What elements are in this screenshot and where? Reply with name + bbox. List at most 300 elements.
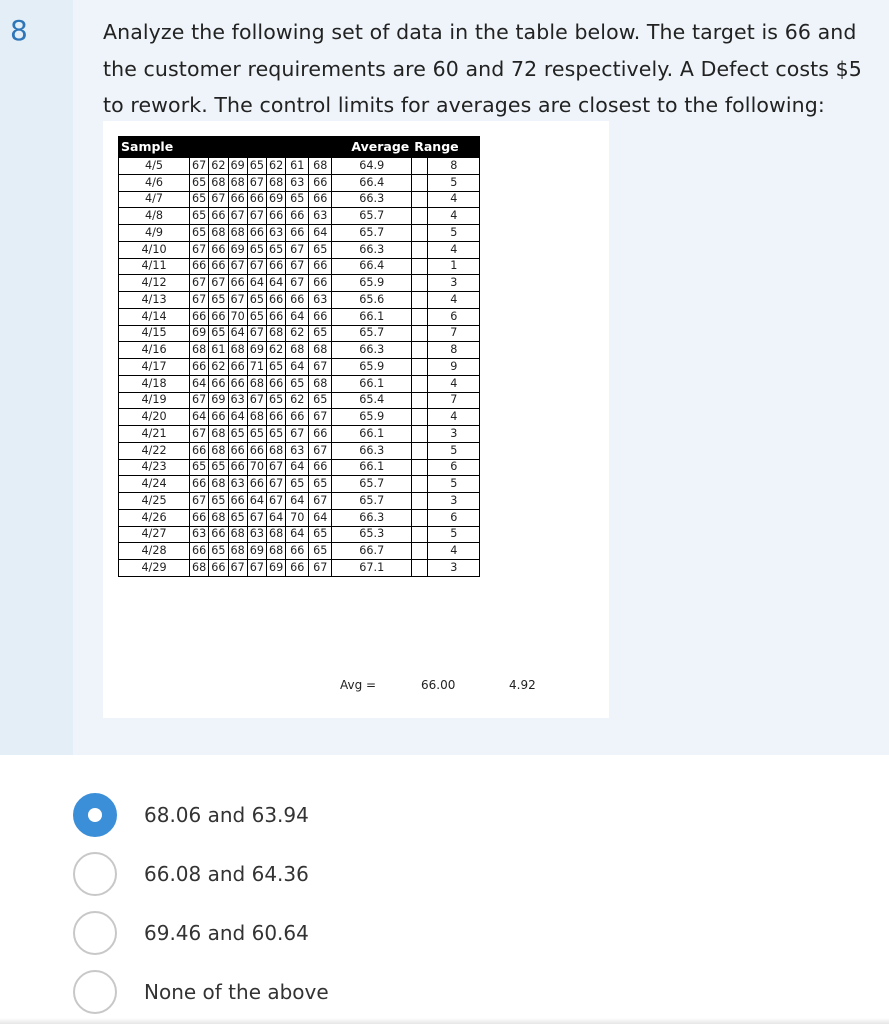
range-cell: 9 xyxy=(428,359,480,376)
value-cell: 68 xyxy=(190,560,209,577)
option-label: 66.08 and 64.36 xyxy=(144,862,309,886)
value-cell: 68 xyxy=(228,225,247,242)
value-cell: 65 xyxy=(286,375,309,392)
spacer-cell xyxy=(412,426,428,443)
value-cell: 69 xyxy=(228,158,247,175)
range-cell: 6 xyxy=(428,509,480,526)
sample-cell: 4/22 xyxy=(119,442,190,459)
average-cell: 66.4 xyxy=(332,174,412,191)
table-row xyxy=(119,342,480,359)
value-cell: 63 xyxy=(286,442,309,459)
radio-icon[interactable] xyxy=(73,852,117,896)
value-cell: 68 xyxy=(209,426,228,443)
spacer-cell xyxy=(412,560,428,577)
spacer-cell xyxy=(412,459,428,476)
value-cell: 65 xyxy=(247,158,266,175)
value-cell: 64 xyxy=(286,526,309,543)
sample-cell: 4/29 xyxy=(119,560,190,577)
value-cell: 67 xyxy=(247,392,266,409)
value-cell: 65 xyxy=(247,308,266,325)
value-cell: 69 xyxy=(190,325,209,342)
value-cell: 67 xyxy=(309,560,332,577)
sample-cell: 4/6 xyxy=(119,174,190,191)
table-row xyxy=(119,325,480,342)
value-cell: 61 xyxy=(286,158,309,175)
question-text: Analyze the following set of data in the table below. The target is 66 and the customer requirements are 60 and 72 respectively. A Defect costs $5 to rework. The control limits for averages are closest to the following: xyxy=(103,20,862,117)
value-cell: 65 xyxy=(286,191,309,208)
value-cell: 68 xyxy=(267,543,286,560)
value-cell: 67 xyxy=(286,426,309,443)
sample-cell: 4/20 xyxy=(119,409,190,426)
value-cell: 64 xyxy=(309,225,332,242)
average-cell: 64.9 xyxy=(332,158,412,175)
range-cell: 4 xyxy=(428,292,480,309)
value-cell: 66 xyxy=(247,476,266,493)
value-cell: 68 xyxy=(228,526,247,543)
value-cell: 64 xyxy=(190,375,209,392)
range-cell: 3 xyxy=(428,426,480,443)
value-cell: 67 xyxy=(247,174,266,191)
sample-cell: 4/17 xyxy=(119,359,190,376)
value-cell: 68 xyxy=(286,342,309,359)
value-cell: 68 xyxy=(209,476,228,493)
value-cell: 69 xyxy=(267,560,286,577)
value-cell: 68 xyxy=(309,158,332,175)
value-cell: 66 xyxy=(309,191,332,208)
range-cell: 4 xyxy=(428,409,480,426)
table-row xyxy=(119,442,480,459)
table-row xyxy=(119,526,480,543)
value-cell: 65 xyxy=(267,392,286,409)
value-cell: 67 xyxy=(190,275,209,292)
value-cell: 66 xyxy=(228,442,247,459)
average-cell: 65.7 xyxy=(332,476,412,493)
value-cell: 70 xyxy=(228,308,247,325)
value-cell: 67 xyxy=(190,493,209,510)
value-cell: 68 xyxy=(247,375,266,392)
data-table-image xyxy=(103,121,609,718)
value-cell: 71 xyxy=(247,359,266,376)
sample-cell: 4/10 xyxy=(119,241,190,258)
value-cell: 67 xyxy=(309,359,332,376)
avg-label: Avg = xyxy=(340,678,377,692)
value-cell: 66 xyxy=(209,208,228,225)
spacer-cell xyxy=(412,543,428,560)
value-cell: 67 xyxy=(190,392,209,409)
value-cell: 65 xyxy=(209,292,228,309)
value-cell: 63 xyxy=(267,225,286,242)
sample-cell: 4/24 xyxy=(119,476,190,493)
value-cell: 69 xyxy=(228,241,247,258)
spacer-cell xyxy=(412,375,428,392)
header-average: Average xyxy=(332,137,412,158)
table-row xyxy=(119,509,480,526)
value-cell: 65 xyxy=(209,543,228,560)
range-cell: 8 xyxy=(428,158,480,175)
spacer-cell xyxy=(412,241,428,258)
value-cell: 65 xyxy=(209,493,228,510)
value-cell: 65 xyxy=(209,325,228,342)
value-cell: 66 xyxy=(190,509,209,526)
average-cell: 66.3 xyxy=(332,509,412,526)
value-cell: 62 xyxy=(267,342,286,359)
value-cell: 66 xyxy=(309,275,332,292)
value-cell: 64 xyxy=(286,359,309,376)
value-cell: 68 xyxy=(228,342,247,359)
table-row xyxy=(119,493,480,510)
avg-range-value: 4.92 xyxy=(509,678,536,692)
range-cell: 4 xyxy=(428,375,480,392)
sample-cell: 4/12 xyxy=(119,275,190,292)
value-cell: 62 xyxy=(286,325,309,342)
average-cell: 66.1 xyxy=(332,375,412,392)
range-cell: 4 xyxy=(428,191,480,208)
value-cell: 69 xyxy=(209,392,228,409)
value-cell: 64 xyxy=(286,459,309,476)
option-2[interactable] xyxy=(73,849,773,899)
average-cell: 65.3 xyxy=(332,526,412,543)
table-row xyxy=(119,258,480,275)
value-cell: 66 xyxy=(309,174,332,191)
average-cell: 65.7 xyxy=(332,325,412,342)
value-cell: 67 xyxy=(309,493,332,510)
table-row xyxy=(119,459,480,476)
value-cell: 66 xyxy=(190,308,209,325)
value-cell: 67 xyxy=(267,476,286,493)
value-cell: 69 xyxy=(267,191,286,208)
value-cell: 65 xyxy=(228,426,247,443)
spacer-cell xyxy=(412,325,428,342)
value-cell: 65 xyxy=(309,526,332,543)
table-body xyxy=(119,158,480,577)
spacer-cell xyxy=(412,442,428,459)
value-cell: 65 xyxy=(190,208,209,225)
range-cell: 5 xyxy=(428,442,480,459)
range-cell: 3 xyxy=(428,275,480,292)
value-cell: 63 xyxy=(228,392,247,409)
value-cell: 66 xyxy=(190,442,209,459)
value-cell: 64 xyxy=(309,509,332,526)
value-cell: 66 xyxy=(209,258,228,275)
range-cell: 3 xyxy=(428,560,480,577)
value-cell: 65 xyxy=(190,174,209,191)
value-cell: 65 xyxy=(247,241,266,258)
value-cell: 65 xyxy=(190,459,209,476)
value-cell: 68 xyxy=(309,375,332,392)
option-label: None of the above xyxy=(144,980,329,1004)
value-cell: 68 xyxy=(209,225,228,242)
sample-cell: 4/16 xyxy=(119,342,190,359)
value-cell: 65 xyxy=(309,241,332,258)
sample-cell: 4/5 xyxy=(119,158,190,175)
radio-icon[interactable] xyxy=(73,911,117,955)
spacer-cell xyxy=(412,292,428,309)
spacer-cell xyxy=(412,476,428,493)
value-cell: 67 xyxy=(228,560,247,577)
average-cell: 65.7 xyxy=(332,208,412,225)
table-row xyxy=(119,208,480,225)
spacer-cell xyxy=(412,342,428,359)
table-row xyxy=(119,241,480,258)
table-row xyxy=(119,275,480,292)
sample-cell: 4/9 xyxy=(119,225,190,242)
value-cell: 66 xyxy=(209,308,228,325)
value-cell: 66 xyxy=(309,459,332,476)
spacer-cell xyxy=(412,258,428,275)
value-cell: 65 xyxy=(209,459,228,476)
sample-cell: 4/15 xyxy=(119,325,190,342)
value-cell: 67 xyxy=(228,292,247,309)
value-cell: 67 xyxy=(190,158,209,175)
average-cell: 66.1 xyxy=(332,459,412,476)
value-cell: 66 xyxy=(228,191,247,208)
average-cell: 66.1 xyxy=(332,308,412,325)
value-cell: 65 xyxy=(309,543,332,560)
spacer-cell xyxy=(412,174,428,191)
value-cell: 63 xyxy=(309,208,332,225)
value-cell: 66 xyxy=(247,225,266,242)
value-cell: 67 xyxy=(247,325,266,342)
value-cell: 67 xyxy=(247,258,266,275)
value-cell: 67 xyxy=(190,292,209,309)
table-row xyxy=(119,225,480,242)
spacer-cell xyxy=(412,308,428,325)
value-cell: 67 xyxy=(228,258,247,275)
value-cell: 66 xyxy=(267,308,286,325)
value-cell: 67 xyxy=(309,409,332,426)
header-sample: Sample xyxy=(119,137,332,158)
value-cell: 66 xyxy=(267,409,286,426)
value-cell: 63 xyxy=(190,526,209,543)
value-cell: 68 xyxy=(267,174,286,191)
table-row xyxy=(119,543,480,560)
sample-cell: 4/18 xyxy=(119,375,190,392)
table-row xyxy=(119,375,480,392)
value-cell: 61 xyxy=(209,342,228,359)
value-cell: 62 xyxy=(286,392,309,409)
option-4[interactable] xyxy=(73,967,773,1017)
range-cell: 4 xyxy=(428,543,480,560)
range-cell: 3 xyxy=(428,493,480,510)
value-cell: 66 xyxy=(247,191,266,208)
range-cell: 4 xyxy=(428,241,480,258)
value-cell: 69 xyxy=(247,543,266,560)
value-cell: 65 xyxy=(247,292,266,309)
value-cell: 65 xyxy=(228,509,247,526)
range-cell: 6 xyxy=(428,459,480,476)
average-cell: 65.6 xyxy=(332,292,412,309)
spacer-cell xyxy=(412,493,428,510)
value-cell: 66 xyxy=(309,308,332,325)
sample-cell: 4/27 xyxy=(119,526,190,543)
value-cell: 66 xyxy=(228,359,247,376)
value-cell: 68 xyxy=(228,174,247,191)
average-cell: 65.7 xyxy=(332,225,412,242)
sample-cell: 4/21 xyxy=(119,426,190,443)
sample-cell: 4/26 xyxy=(119,509,190,526)
value-cell: 66 xyxy=(309,426,332,443)
value-cell: 68 xyxy=(209,174,228,191)
option-1[interactable] xyxy=(73,790,773,840)
value-cell: 64 xyxy=(286,308,309,325)
value-cell: 67 xyxy=(247,509,266,526)
average-cell: 67.1 xyxy=(332,560,412,577)
spacer-cell xyxy=(412,275,428,292)
value-cell: 64 xyxy=(247,275,266,292)
value-cell: 66 xyxy=(190,543,209,560)
value-cell: 66 xyxy=(190,476,209,493)
value-cell: 67 xyxy=(228,208,247,225)
average-cell: 66.3 xyxy=(332,191,412,208)
value-cell: 66 xyxy=(228,459,247,476)
value-cell: 66 xyxy=(286,292,309,309)
value-cell: 65 xyxy=(309,392,332,409)
value-cell: 66 xyxy=(247,442,266,459)
value-cell: 68 xyxy=(309,342,332,359)
question-number-column xyxy=(0,0,73,755)
spacer-cell xyxy=(412,191,428,208)
table-row xyxy=(119,409,480,426)
table-row xyxy=(119,308,480,325)
value-cell: 66 xyxy=(286,560,309,577)
average-cell: 65.9 xyxy=(332,409,412,426)
option-label: 69.46 and 60.64 xyxy=(144,921,309,945)
option-3[interactable] xyxy=(73,908,773,958)
sample-cell: 4/25 xyxy=(119,493,190,510)
value-cell: 66 xyxy=(209,409,228,426)
value-cell: 62 xyxy=(209,158,228,175)
range-cell: 5 xyxy=(428,174,480,191)
value-cell: 63 xyxy=(309,292,332,309)
value-cell: 67 xyxy=(190,241,209,258)
value-cell: 68 xyxy=(209,509,228,526)
value-cell: 66 xyxy=(267,375,286,392)
range-cell: 1 xyxy=(428,258,480,275)
average-cell: 65.9 xyxy=(332,275,412,292)
spacer-cell xyxy=(412,359,428,376)
value-cell: 67 xyxy=(267,459,286,476)
value-cell: 66 xyxy=(228,275,247,292)
range-cell: 6 xyxy=(428,308,480,325)
sample-cell: 4/13 xyxy=(119,292,190,309)
value-cell: 65 xyxy=(286,476,309,493)
value-cell: 64 xyxy=(267,275,286,292)
value-cell: 66 xyxy=(286,409,309,426)
value-cell: 67 xyxy=(209,275,228,292)
table-row xyxy=(119,426,480,443)
spacer-cell xyxy=(412,409,428,426)
spacer-cell xyxy=(412,392,428,409)
value-cell: 64 xyxy=(267,509,286,526)
value-cell: 66 xyxy=(190,359,209,376)
value-cell: 64 xyxy=(247,493,266,510)
value-cell: 68 xyxy=(267,442,286,459)
value-cell: 65 xyxy=(190,191,209,208)
radio-icon[interactable] xyxy=(73,970,117,1014)
average-cell: 65.4 xyxy=(332,392,412,409)
sample-cell: 4/19 xyxy=(119,392,190,409)
table-row xyxy=(119,392,480,409)
spacer-cell xyxy=(412,526,428,543)
table-row xyxy=(119,292,480,309)
spacer-cell xyxy=(412,208,428,225)
spacer-cell xyxy=(412,158,428,175)
radio-dot-icon xyxy=(88,808,102,822)
table-row xyxy=(119,158,480,175)
table-header-row xyxy=(119,137,480,158)
table-row xyxy=(119,560,480,577)
value-cell: 63 xyxy=(247,526,266,543)
value-cell: 64 xyxy=(286,493,309,510)
question-number: 8 xyxy=(10,14,28,47)
value-cell: 66 xyxy=(209,375,228,392)
range-cell: 5 xyxy=(428,225,480,242)
value-cell: 66 xyxy=(309,258,332,275)
value-cell: 65 xyxy=(267,241,286,258)
average-cell: 65.7 xyxy=(332,493,412,510)
value-cell: 65 xyxy=(267,426,286,443)
table-row xyxy=(119,174,480,191)
value-cell: 67 xyxy=(309,442,332,459)
range-cell: 7 xyxy=(428,325,480,342)
sample-cell: 4/28 xyxy=(119,543,190,560)
sample-cell: 4/11 xyxy=(119,258,190,275)
value-cell: 64 xyxy=(190,409,209,426)
value-cell: 66 xyxy=(209,526,228,543)
value-cell: 66 xyxy=(209,241,228,258)
value-cell: 66 xyxy=(190,258,209,275)
value-cell: 63 xyxy=(228,476,247,493)
value-cell: 65 xyxy=(247,426,266,443)
value-cell: 66 xyxy=(228,493,247,510)
average-cell: 65.9 xyxy=(332,359,412,376)
value-cell: 65 xyxy=(309,325,332,342)
value-cell: 68 xyxy=(247,409,266,426)
value-cell: 65 xyxy=(190,225,209,242)
sample-cell: 4/14 xyxy=(119,308,190,325)
sample-cell: 4/23 xyxy=(119,459,190,476)
value-cell: 68 xyxy=(267,526,286,543)
radio-selected-icon[interactable] xyxy=(73,793,117,837)
spacer-cell xyxy=(412,509,428,526)
value-cell: 62 xyxy=(209,359,228,376)
value-cell: 70 xyxy=(286,509,309,526)
sample-cell: 4/7 xyxy=(119,191,190,208)
table-row xyxy=(119,476,480,493)
average-cell: 66.4 xyxy=(332,258,412,275)
value-cell: 67 xyxy=(267,493,286,510)
value-cell: 63 xyxy=(286,174,309,191)
average-cell: 66.3 xyxy=(332,442,412,459)
value-cell: 66 xyxy=(286,225,309,242)
average-cell: 66.3 xyxy=(332,241,412,258)
value-cell: 65 xyxy=(267,359,286,376)
value-cell: 67 xyxy=(286,241,309,258)
spacer-cell xyxy=(412,225,428,242)
data-table xyxy=(118,136,480,577)
average-cell: 66.1 xyxy=(332,426,412,443)
table-row xyxy=(119,191,480,208)
average-cell: 66.7 xyxy=(332,543,412,560)
header-range: Range xyxy=(412,137,480,158)
value-cell: 67 xyxy=(286,258,309,275)
value-cell: 62 xyxy=(267,158,286,175)
value-cell: 66 xyxy=(209,560,228,577)
value-cell: 68 xyxy=(228,543,247,560)
value-cell: 68 xyxy=(267,325,286,342)
value-cell: 65 xyxy=(309,476,332,493)
value-cell: 67 xyxy=(286,275,309,292)
